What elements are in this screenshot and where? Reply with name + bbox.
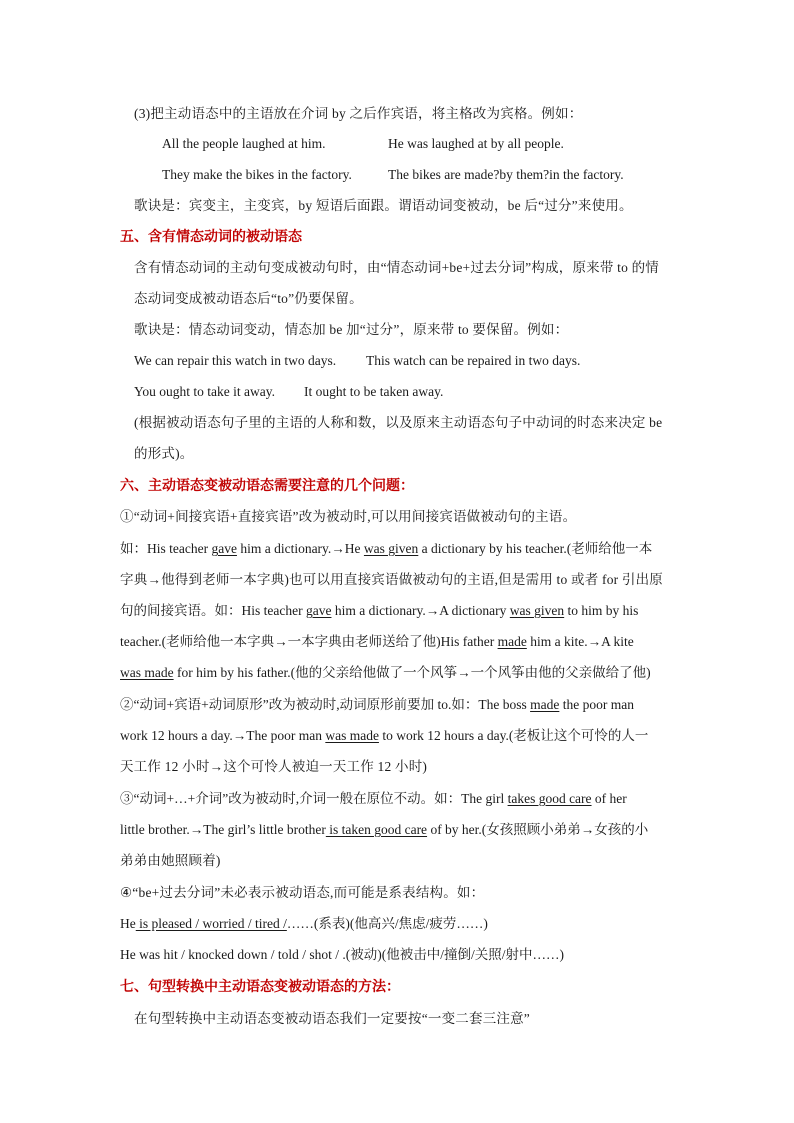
section6-point1-line3 bbox=[120, 601, 638, 621]
underlined-verb: made bbox=[497, 634, 527, 649]
text-segment: a dictionary by his teacher.(老师给他一本 bbox=[418, 541, 653, 556]
section6-point3-line1 bbox=[120, 789, 627, 809]
section6-point3-line3: 弟弟由她照顾着) bbox=[120, 853, 221, 868]
section6-point1-line2: 字典→他得到老师一本字典)也可以用直接宾语做被动句的主语,但是需用 to 或者 for 引出原 bbox=[120, 572, 664, 587]
text-segment: ②“动词+宾语+动词原形”改为被动时,动词原形前要加 to.如：The boss bbox=[120, 697, 531, 712]
text-segment: to him by his bbox=[564, 603, 639, 618]
rule3-example1-passive: He was laughed at by all people. bbox=[388, 136, 564, 151]
section5-example1-active: We can repair this watch in two days. bbox=[134, 353, 337, 368]
section6-point4-example1 bbox=[120, 914, 488, 934]
section5-rhyme: 歌诀是：情态动词变动，情态加 be 加“过分”，原来带 to 要保留。例如： bbox=[134, 322, 569, 337]
text-segment: ③“动词+…+介词”改为被动时,介词一般在原位不动。如：The girl bbox=[120, 791, 508, 806]
text-segment: work 12 hours a day.→The poor man bbox=[120, 728, 326, 743]
text-segment: 如：His teacher bbox=[120, 541, 212, 556]
underlined-verb: was given bbox=[363, 541, 419, 556]
section6-point1-line4 bbox=[120, 632, 634, 652]
text-segment: 句的间接宾语。如：His teacher bbox=[120, 603, 306, 618]
section5-example2-active: You ought to take it away. bbox=[134, 384, 275, 399]
section5-example1-passive: This watch can be repaired in two days. bbox=[366, 353, 581, 368]
section5-para-line2: 态动词变成被动语态后“to”仍要保留。 bbox=[134, 291, 363, 306]
rule3-example1-active: All the people laughed at him. bbox=[162, 136, 326, 151]
section6-point1-title: ①“动词+间接宾语+直接宾语”改为被动时,可以用间接宾语做被动句的主语。 bbox=[120, 509, 577, 524]
section6-point2-line1 bbox=[120, 695, 634, 715]
section6-point4-title: ④“be+过去分词”未必表示被动语态,而可能是系表结构。如： bbox=[120, 885, 485, 900]
underlined-phrase: is pleased / worried / tired / bbox=[135, 916, 287, 931]
text-segment: for him by his father.(他的父亲给他做了一个风筝→一个风筝由他的父亲做给了他) bbox=[173, 665, 651, 680]
text-segment: He bbox=[120, 916, 136, 931]
underlined-verb: is taken good care bbox=[325, 822, 428, 837]
text-segment: him a dictionary.→A dictionary bbox=[331, 603, 510, 618]
text-segment: him a dictionary.→He bbox=[236, 541, 364, 556]
section7-para: 在句型转换中主动语态变被动语态我们一定要按“一变二套三注意” bbox=[134, 1011, 530, 1026]
underlined-verb: gave bbox=[305, 603, 332, 618]
underlined-verb: was made bbox=[120, 665, 174, 680]
section6-point2-line3: 天工作 12 小时→这个可怜人被迫一天工作 12 小时) bbox=[120, 759, 428, 774]
text-segment: of by her.(女孩照顾小弟弟→女孩的小 bbox=[427, 822, 649, 837]
section6-point2-line2 bbox=[120, 726, 648, 746]
text-segment: to work 12 hours a day.(老板让这个可怜的人一 bbox=[378, 728, 649, 743]
underlined-verb: was given bbox=[509, 603, 565, 618]
section7-heading: 七、句型转换中主动语态变被动语态的方法： bbox=[120, 979, 400, 995]
underlined-verb: was made bbox=[325, 728, 379, 743]
text-segment: of her bbox=[591, 791, 627, 806]
rule3-text: (3)把主动语态中的主语放在介词 by 之后作宾语，将主格改为宾格。例如： bbox=[134, 106, 583, 121]
section6-point1-line5 bbox=[120, 663, 651, 683]
text-segment: ……(系表)(他高兴/焦虑/疲劳……) bbox=[286, 916, 488, 931]
underlined-verb: made bbox=[530, 697, 560, 712]
text-segment: little brother.→The girl’s little brother bbox=[120, 822, 326, 837]
rule3-example2-passive: The bikes are made?by them?in the factory. bbox=[388, 167, 624, 182]
section5-heading: 五、含有情态动词的被动语态 bbox=[120, 229, 302, 245]
text-segment: teacher.(老师给他一本字典→一本字典由老师送给了他)His father bbox=[120, 634, 498, 649]
section5-note-line1: (根据被动语态句子里的主语的人称和数，以及原来主动语态句子中动词的时态来决定 be bbox=[134, 415, 663, 430]
rule3-rhyme: 歌诀是：宾变主，主变宾，by 短语后面跟。谓语动词变被动，be 后“过分”来使用。 bbox=[134, 198, 633, 213]
section5-example2-passive: It ought to be taken away. bbox=[304, 384, 444, 399]
text-segment: the poor man bbox=[559, 697, 634, 712]
section5-para-line1: 含有情态动词的主动句变成被动句时，由“情态动词+be+过去分词”构成，原来带 to 的情 bbox=[134, 260, 660, 275]
section6-point3-line2 bbox=[120, 820, 648, 840]
section6-heading: 六、主动语态变被动语态需要注意的几个问题： bbox=[120, 478, 414, 494]
underlined-verb: takes good care bbox=[507, 791, 592, 806]
section5-note-line2: 的形式)。 bbox=[134, 446, 194, 461]
text-segment: him a kite.→A kite bbox=[526, 634, 634, 649]
underlined-verb: gave bbox=[211, 541, 237, 556]
section6-point1-line1 bbox=[120, 539, 652, 559]
section6-point4-example2: He was hit / knocked down / told / shot / .(被动)(他被击中/撞倒/关照/射中……) bbox=[120, 947, 564, 962]
rule3-example2-active: They make the bikes in the factory. bbox=[162, 167, 352, 182]
